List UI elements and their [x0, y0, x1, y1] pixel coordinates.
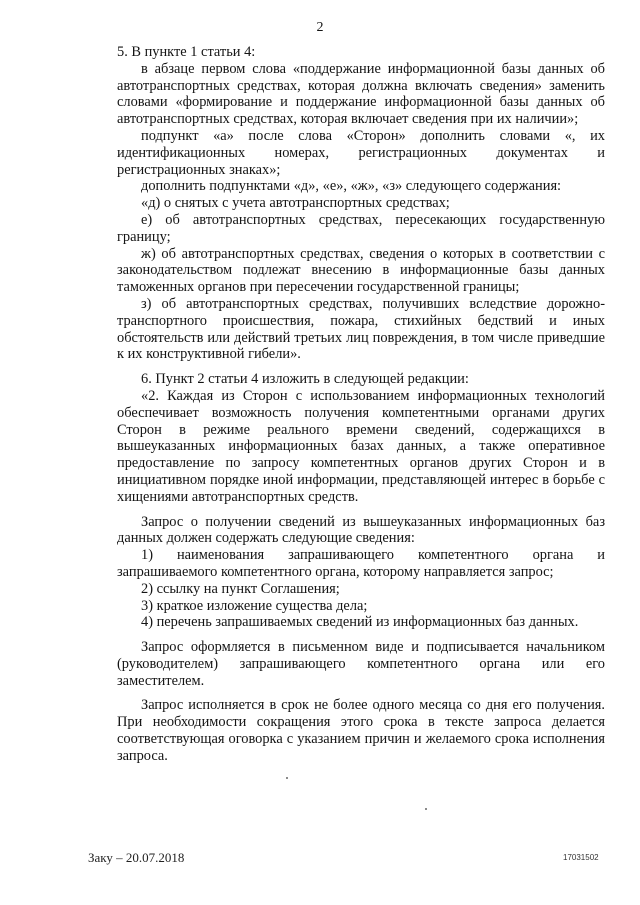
paragraph-item6-heading: 6. Пункт 2 статьи 4 изложить в следующей редакции:	[141, 371, 469, 388]
paragraph-list-3: 3) краткое изложение существа дела;	[141, 597, 368, 614]
scan-speck	[425, 808, 427, 810]
footer-document-stamp: Заку – 20.07.2018	[88, 850, 185, 865]
scan-speck	[286, 777, 288, 779]
paragraph-clause2: «2. Каждая из Сторон с использованием информационных технологий обеспечивает возможность получения компетентными органами других Сторон в режиме реального времени сведений, содержащихся в вышеуказанных информационных базах данных, а также оперативное предоставление по запросу компетентных органов других Сторон и в инициативном порядке иной информации, представляющей интерес в борьбе с хищениями автотранспортных средств.	[117, 387, 605, 505]
paragraph-subitem-zh: ж) об автотранспортных средствах, сведения о которых в соответствии с законодательством подлежат внесению в информационные базы данных таможенных органов при пересечении государственной границы;	[117, 245, 605, 296]
paragraph-list-1: 1) наименования запрашивающего компетентного органа и запрашиваемого компетентного органа, которому направляется запрос;	[117, 547, 605, 580]
footer-document-code: 17031502	[563, 853, 599, 862]
paragraph-item5-heading: 5. В пункте 1 статьи 4:	[117, 44, 256, 60]
paragraph-add-subitems: дополнить подпунктами «д», «е», «ж», «з» следующего содержания:	[141, 178, 562, 195]
paragraph-request-deadline: Запрос исполняется в срок не более одного месяца со дня его получения. При необходимости сокращения этого срока в тексте запроса делается соответствующая оговорка с указанием причин и желаемого срока исполнения запроса.	[117, 697, 605, 764]
document-body	[117, 44, 605, 765]
paragraph-replace-words: в абзаце первом слова «поддержание информационной базы данных об автотранспортных средствах, которая должна включать сведения» заменить словами «формирование и поддержание информационной базы данных об автотранспортных средствах, которая включает сведения при их наличии»;	[117, 60, 605, 128]
page-number: 2	[316, 20, 324, 35]
paragraph-subitem-d: «д) о снятых с учета автотранспортных средствах;	[141, 195, 450, 212]
paragraph-subitem-a: подпункт «а» после слова «Сторон» дополнить словами «, их идентификационных номерах, регистрационных документах и регистрационных знаках»;	[117, 127, 605, 178]
paragraph-list-2: 2) ссылку на пункт Соглашения;	[141, 580, 340, 597]
paragraph-list-4: 4) перечень запрашиваемых сведений из информационных баз данных.	[141, 614, 579, 631]
paragraph-subitem-z: з) об автотранспортных средствах, получивших вследствие дорожно-транспортного происшествия, пожара, стихийных бедствий и иных обстоятельств или действий третьих лиц повреждения, в том числе приведшие к их конструктивной гибели».	[117, 295, 605, 363]
paragraph-subitem-e: е) об автотранспортных средствах, пересекающих государственную границу;	[117, 211, 605, 245]
paragraph-request-form: Запрос оформляется в письменном виде и подписывается начальником (руководителем) запрашивающего компетентного органа или его заместителем.	[117, 639, 605, 689]
paragraph-request-content: Запрос о получении сведений из вышеуказанных информационных баз данных должен содержать следующие сведения:	[117, 513, 605, 547]
